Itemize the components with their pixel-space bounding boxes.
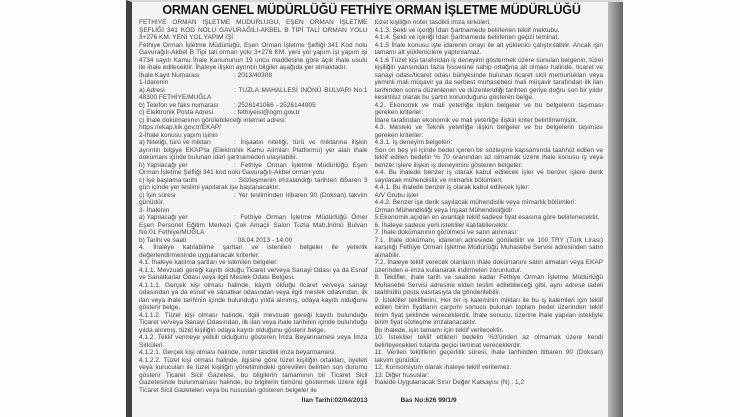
paragraph: 4.4.2. Benzer işe denk sayılacak mühendislik veya mimarlık bölümleri:	[374, 199, 577, 206]
paragraph: 4. İhaleye katılabilme şartları ve istenilen belgeler ile yeterlik değerlendirmesinde uygulanacak kriterler:	[139, 244, 368, 259]
paragraph: 3- İhalenin	[139, 206, 170, 214]
paragraph: 7.1. İhale dokümanı, idarenin adresinde görülebilir ve 100 TRY (Türk Lirası) karşılığı Fethiye Orman İşletme Müdürlüğü Muhasebe Servisi adresinden satın alınabilir.	[374, 236, 603, 259]
paragraph: Fethiye Orman İşletme Müdürlüğü, Eşen Orman İşletme Şefliği 341 Kod nolu Gavurağılı-Akbel B Tipi tali orman yolu 3+276 KM. yeni yol yapım işi yapım işi 4734 sayılı Kamu İhale Kanununun 19 uncu maddesine göre açık ihale usulü ile ihale edilecektir. İhaleye ilişkin ayrıntılı bilgiler aşağıda yer almaktadır.	[139, 41, 368, 71]
paragraph: tüzel kişiliğin noter tasdikli imza sirküleri,	[374, 19, 491, 26]
field-row: ç) İşin süresi : Yer tesliminden itibaren 90 (Doksan) takvim günüdür.	[139, 191, 368, 206]
paragraph: İdare tarafından ekonomik ve mali yeterliğe ilişkin kriter belirtilmemiştir.	[374, 116, 578, 124]
paragraph: 4.1.3. Şekli ve içeriği İdari Şartnamede belirlenen teklif mektubu.	[374, 26, 560, 34]
paragraph: 4.1.2.2. Tüzel kişi olması halinde, ilgisine göre tüzel kişiliğin ortakları, üyeleri veya kurucuları ile tüzel kişiliğin yönetimindeki görevlileri belirten son durumu gösterir Ticaret Sicil Gazetesi, bu bilgilerin tamamının bir Ticaret Sicil Gazetesinde bulunmaması halinde, bu bilgilerin tümünü göstermek üzere ilgili Ticaret Sicil Gazeteleri veya bu hususları gösteren belgeler ile	[139, 356, 368, 394]
paragraph: 4.4.1. Bu ihalede benzer iş olarak kabul edilecek işler:	[374, 184, 530, 191]
paragraph: Orman Mühendisliği veya İnşaat Mühendisliğidir	[374, 206, 513, 214]
publication-date: İlan Tarihi:02/04/2013	[301, 396, 368, 404]
paragraph: 9. İstekliler tekliflerini, Her bir iş kaleminin miktarı ile bu iş kalemleri için teklif edilen birim fiyatların çarpımı sonucu bulunan toplam bedel üzerinden teklif birim fiyat şeklinde vereceklerdir. İhale sonucu, üzerine ihale yapılan istekliyle birim fiyat sözleşme imzalanacaktır.	[374, 296, 603, 326]
paragraph: 13. Diğer hususlar:	[374, 371, 430, 379]
field-row: c) Elektronik Posta Adresi : fethiyeisl@ogm.gov.tr	[139, 109, 300, 116]
left-column-paragraphs	[139, 19, 368, 394]
paragraph: 4.4. Bu ihalede benzer iş olarak kabul edilecek işler ve benzer işlere denk sayılacak mühendislik ve mimarlık bölümleri:	[374, 169, 603, 184]
paragraph: 4.1.5 İhale konusu işte idarenin onayı ile alt yüklenici çalıştırılabilir. Ancak işin tamamı alt yüklenicilere yaptırılamaz.	[374, 41, 603, 56]
field-row: c) İşe başlama tarihi : Sözleşmenin imzalandığı tarihten itibaren 3 gün içinde yer teslimi yapılarak işe başlanacaktır.	[139, 176, 368, 191]
paragraph: 4.2. Ekonomik ve mali yeterliğe ilişkin belgeler ve bu belgelerin taşıması gereken kriterler:	[374, 101, 603, 116]
field-row: a) Yapılacağı yer : Fethiye Orman İşletme Müdürlüğü Ömer Eşen Personel Eğitim Merkezi Çok Amaçlı Salon Tuzla Mah.İnönü Bulvarı No:01 Fethiye/MUĞLA	[139, 214, 368, 236]
paragraph: 2-İhale konusu yapım işinin	[139, 131, 218, 139]
page-title: ORMAN GENEL MÜDÜRLÜĞÜ FETHİYE ORMAN İŞLETME MÜDÜRLÜĞÜ	[162, 3, 581, 17]
paragraph: 5.Ekonomik açıdan en avantajlı teklif sadece fiyat esasına göre belirlenecektir.	[374, 214, 600, 221]
paragraph: Son on beş yıl içinde bedel içeren bir sözleşme kapsamında taahhüt edilen ve teklif edilen bedelin % 70 oranından az olmamak üzere ihale konusu iş veya benzer işlere ilişkin iş deneyimini gösteren belgeler.	[374, 146, 603, 169]
paragraph: 4.1.1.1. Gerçek kişi olması halinde, kayıtlı olduğu ticaret ve/veya sanayi odasından ya da esnaf ve sânatkar odasından veya ilgili meslek odasından, ilk ilan veya ihale tarihinin içinde bulunduğu yılda alınmış, odaya kayıtlı olduğunu gösterir belge,	[139, 281, 368, 311]
paragraph: 4.1.1. Mevzuatı gereği kayıtlı olduğu Ticaret ve/veya Sanayi Odası ya da Esnaf ve Sanatkarlar Odası veya ilgili Meslek Odası Belgesi.	[139, 266, 368, 281]
field-row: b) Tarihi ve saati : 08.04.2013 - 14:00	[139, 236, 293, 244]
paragraph: 4.1.6 Tüzel kişi tarafından iş deneyimi göstermek üzere sunulan belgenin, tüzel kişiliğin yarısından fazla hissesine sahip ortağına ait olması halinde, ticaret ve sanayi odası/ticaret odası bünyesinde bulunan ticaret sicil memurlukları veya yeminli mali müşavir ya da serbest muhasebeci mali müşavir tarafından ilk ilan tarihinden sonra düzenlenen ve düzenlendiği tarihten geriye doğru son bir yıldır kesintisiz olarak bu şartın korunduğunu gösteren belge.	[374, 56, 603, 101]
paragraph: 4.1. İhaleye katılma şartları ve istenilen belgeler:	[139, 259, 279, 266]
paragraph: 4.1.4. Şekli ve içeriği İdari Şartnamede belirlenen geçici teminat.	[374, 34, 560, 41]
paragraph: FETHİYE ORMAN İŞLETME MÜDÜRLÜĞÜ, EŞEN ORMAN İŞLETME ŞEFLİĞİ 341 KOD NOLU GAVURAĞILI-AKBEL B TİPİ TALİ ORMAN YOLU 3+276 KM. YENİ YOL YAPIM İŞİ	[139, 19, 368, 41]
document-page	[126, 0, 623, 417]
field-row: a) Adresi : TUZLA MAHALLESİ İNÖNÜ BULVARI No:1 48300 FETHİYE/MUĞLA	[139, 86, 368, 101]
paragraph: 7. İhale dokümanının görülmesi ve satın alınması:	[374, 229, 518, 236]
right-column-paragraphs	[375, 19, 604, 387]
paragraph: 8. Teklifler, ihale tarih ve saatine kadar Fethiye Orman İşletme Müdürlüğü Muhasebe Servisi adresine elden teslim edilebileceği gibi, aynı adrese iadeli taahhütlü posta vasıtasıyla da gönderilebilir.	[374, 274, 603, 296]
paragraph: 4.3. Mesleki ve Teknik yeterliğe ilişkin belgeler ve bu belgelerin taşıması gereken kriterler:	[374, 124, 603, 139]
paragraph: 6. İhaleye sadece yerli istekliler katılabilecektir.	[374, 221, 509, 229]
paragraph: 7.2. İhaleye teklif verecek olanların ihale dokümanını satın almaları veya EKAP üzerinden e-imza kullanarak indirmeleri zorunludur.	[374, 259, 603, 274]
paragraph: 11. Verilen tekliflerin geçerlilik süresi, ihale tarihinden itibaren 90 (Doksan) takvim günüdür.	[374, 349, 603, 364]
field-row: ç) İhale dokümanının görülebileceği internet adresi: https://ekap.kik.gov.tr/EKAP/	[139, 116, 287, 131]
field-row: b) Yapılacağı yer : Fethiye Orman İşletme Müdürlüğü Eşen Orman İşletme Şefliği 341 kod nolu Gavurağılı-Akbel orman yolu	[139, 161, 368, 176]
field-row: a) Niteliği, türü ve miktarı : İnşaatın niteliği, türü ve miktarına ilişkin ayrıntılı bilgiye EKAP'ta (Elektronik Kamu Alımları Platformu) yer alan ihale dokümanı içinde bulunan idari şartnameden ulaşılabilir.	[139, 139, 368, 161]
paragraph: İhalede Uygulanacak Sınır Değer Katsayısı (N) : 1,2	[374, 379, 525, 386]
field-row: İhale Kayıt Numarası : 2013/40308	[139, 71, 272, 79]
paragraph: A/V Grubu işler	[374, 191, 419, 199]
scan-shadow-right-edge	[608, 2, 623, 417]
left-column	[139, 19, 368, 411]
field-row: b) Telefon ve faks numarası : 2526141066 - 2526144905	[139, 101, 316, 109]
two-column-body	[139, 19, 603, 411]
paragraph: 1-İdarenin	[139, 79, 169, 86]
paragraph: 4.3.1. İş deneyim belgeleri:	[374, 139, 453, 146]
paragraph: 10. İstekliler teklif ettikleri bedelin %3'ünden az olmamak üzere kendi belirleyecekleri tutarda geçici teminat vereceklerdir.	[374, 334, 603, 349]
paragraph: 12. Konsorsiyum olarak ihaleye teklif verilemez.	[374, 364, 512, 371]
right-column	[375, 19, 604, 411]
paragraph: 4.1.1.2. Tüzel kişi olması halinde, ilgili mevzuatı gereği kayıtlı bulunduğu Ticaret ve/veya Sanayi Odasından, ilk ilan veya ihale tarihinin içinde bulunduğu yılda alınmış, tüzel kişiliğin odaya kayıtlı olduğunu gösterir belge,	[139, 311, 368, 334]
paragraph: Bu ihalede, işin tamamı için teklif verilecektir.	[374, 326, 504, 334]
paragraph: 4.1.2.1. Gerçek kişi olması halinde, noter tasdikli imza beyannamesi.	[139, 349, 337, 356]
paragraph: 4.1.2. Teklif vermeye yetkili olduğunu gösteren İmza Beyannamesi veya İmza Sirküleri.	[139, 334, 368, 349]
press-number: Bas No:626 99/1/9	[400, 396, 457, 404]
